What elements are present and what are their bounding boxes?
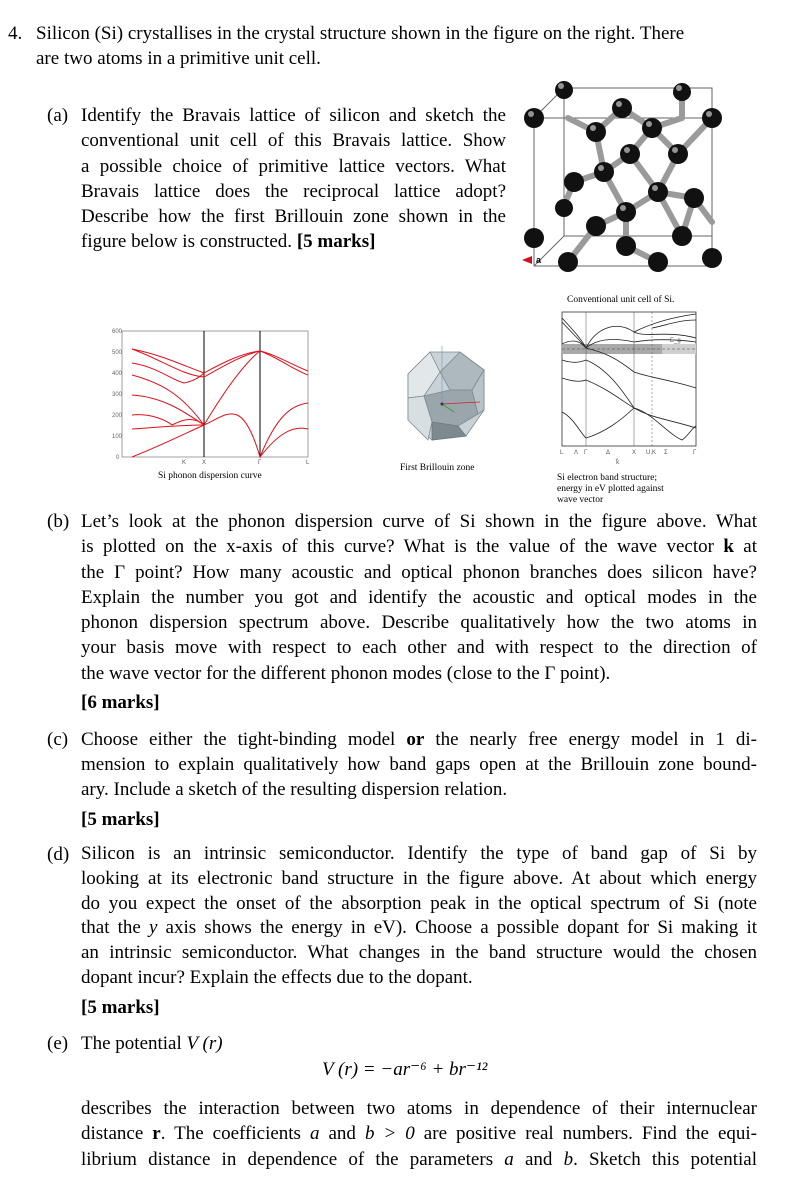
part-e-var-b: b bbox=[563, 1148, 574, 1170]
part-b-text-run: is plotted on the x-axis of this curve? What is the value of the wave vector bbox=[81, 536, 724, 558]
part-e-bold-r: r bbox=[152, 1123, 161, 1145]
question-number: 4. bbox=[8, 23, 23, 44]
k-axis-label: k⃗ bbox=[616, 460, 620, 466]
band-structure-caption bbox=[557, 473, 664, 506]
atom bbox=[594, 162, 614, 182]
y-tick-label: 600 bbox=[112, 329, 123, 335]
part-b-label: (b) bbox=[47, 511, 70, 532]
part-c-line bbox=[81, 727, 757, 752]
x-label: K bbox=[182, 460, 187, 466]
crystal-atoms bbox=[524, 81, 722, 272]
part-a-marks: [5 marks] bbox=[296, 231, 376, 253]
y-tick-label: 100 bbox=[112, 434, 123, 440]
phonon-branches bbox=[132, 349, 308, 457]
question-intro-line-1: Silicon (Si) crystallises in the crystal structure shown in the figure on the right. There bbox=[36, 23, 685, 44]
caption-line: Si electron band structure; bbox=[557, 473, 657, 483]
x-label: X bbox=[202, 460, 207, 466]
x-label: Δ bbox=[606, 450, 611, 456]
atom bbox=[672, 226, 692, 246]
part-b-line: Let’s look at the phonon dispersion curve of Si shown in the figure above. What bbox=[81, 511, 757, 532]
atom bbox=[586, 216, 606, 236]
part-e-line bbox=[81, 1121, 757, 1146]
part-c-label: (c) bbox=[47, 729, 69, 750]
x-labels bbox=[182, 460, 310, 466]
axis-label: a bbox=[536, 255, 542, 265]
part-b-line: Explain the number you got and identify the acoustic and optical modes in the bbox=[81, 586, 757, 608]
y-tick-label: 500 bbox=[112, 350, 123, 356]
part-e-var-b: b > 0 bbox=[364, 1123, 415, 1145]
caption-line: energy in eV plotted against bbox=[557, 484, 664, 494]
atom bbox=[558, 252, 578, 272]
atom bbox=[616, 236, 636, 256]
atom bbox=[673, 83, 691, 101]
part-b-text bbox=[81, 509, 757, 715]
axis-arrow-icon bbox=[522, 256, 532, 264]
x-label: Λ bbox=[574, 450, 579, 456]
part-e-text-run: and bbox=[513, 1148, 564, 1170]
atom bbox=[586, 122, 606, 142]
crystal-structure-figure bbox=[518, 72, 718, 272]
plot-frame bbox=[562, 312, 696, 446]
caption-line: wave vector bbox=[557, 495, 604, 505]
brillouin-zone-figure bbox=[388, 340, 498, 450]
part-b-line: your basis move with respect to each other and with respect to the direction of bbox=[81, 637, 757, 659]
part-a-label: (a) bbox=[47, 105, 69, 126]
atom bbox=[642, 118, 662, 138]
part-d-line bbox=[81, 916, 757, 941]
y-tick-label: 300 bbox=[112, 392, 123, 398]
part-a-line: Identify the Bravais lattice of silicon and sketch the bbox=[81, 105, 506, 126]
atom bbox=[702, 108, 722, 128]
part-e-text-run: The potential bbox=[81, 1033, 187, 1054]
part-d-line: Silicon is an intrinsic semiconductor. Identify the type of band gap of Si by bbox=[81, 843, 757, 864]
part-e-text-run: . Sketch this potential bbox=[573, 1148, 757, 1170]
atom bbox=[648, 252, 668, 272]
atom bbox=[524, 228, 544, 248]
y-ticks bbox=[112, 329, 123, 461]
part-c-text bbox=[81, 727, 757, 832]
part-b-line: phonon dispersion spectrum above. Describe qualitatively how the two atoms in bbox=[81, 612, 757, 634]
part-e-label: (e) bbox=[47, 1033, 69, 1054]
part-b-line: the Γ point? How many acoustic and optical phonon branches does silicon have? bbox=[81, 561, 757, 583]
atom bbox=[555, 81, 573, 99]
atom bbox=[524, 108, 544, 128]
part-c-bold-or: or bbox=[406, 729, 425, 750]
potential-equation: V (r) = −ar⁻⁶ + br⁻¹² bbox=[322, 1059, 488, 1080]
part-b-marks: [6 marks] bbox=[81, 692, 160, 714]
part-d-text-run: that the bbox=[81, 917, 149, 939]
part-c-text-run: the nearly free energy model in 1 di- bbox=[424, 729, 757, 750]
part-e-text-run: librium distance in dependence of the parameters bbox=[81, 1148, 505, 1170]
part-d-line: do you expect the onset of the absorption peak in the optical spectrum of Si (note bbox=[81, 892, 757, 914]
y-tick-label: 400 bbox=[112, 371, 123, 377]
x-label: Γ bbox=[584, 450, 588, 456]
part-e-var-a: a bbox=[309, 1123, 320, 1145]
part-e-var-a: a bbox=[504, 1148, 514, 1170]
part-e-line: describes the interaction between two atoms in dependence of their internuclear bbox=[81, 1098, 757, 1119]
part-d-text bbox=[81, 842, 757, 1021]
part-a-line: a possible choice of primitive lattice vectors. What bbox=[81, 155, 506, 177]
plot-frame bbox=[122, 331, 308, 457]
part-a-line: Bravais lattice does the reciprocal lattice adopt? bbox=[81, 180, 506, 202]
y-tick-label: 0 bbox=[116, 455, 120, 461]
atom bbox=[555, 199, 573, 217]
atom bbox=[620, 144, 640, 164]
part-d-var-y: y bbox=[148, 917, 158, 939]
part-a-last-line bbox=[81, 229, 506, 254]
x-label: X bbox=[632, 450, 637, 456]
atom bbox=[684, 188, 704, 208]
part-e-text-run: distance bbox=[81, 1123, 153, 1145]
part-a-last-line-text: figure below is constructed. bbox=[81, 231, 293, 253]
phonon-dispersion-figure bbox=[112, 325, 312, 465]
atom bbox=[702, 248, 722, 268]
part-c-line: ary. Include a sketch of the resulting dispersion relation. bbox=[81, 779, 508, 800]
x-label: U,K bbox=[646, 450, 657, 456]
part-d-line: an intrinsic semiconductor. What changes in the band structure would the chosen bbox=[81, 942, 757, 964]
part-b-line: the wave vector for the different phonon modes (close to the Γ point). bbox=[81, 662, 611, 684]
brillouin-zone-caption: First Brillouin zone bbox=[400, 463, 475, 473]
part-d-line: looking at its electronic band structure in the figure above. At about which energy bbox=[81, 867, 757, 889]
part-b-bold-k: k bbox=[723, 536, 734, 558]
atom bbox=[612, 98, 632, 118]
band-structure-figure bbox=[556, 308, 706, 468]
part-d-label: (d) bbox=[47, 844, 70, 865]
part-e-line bbox=[81, 1147, 757, 1172]
part-e-text-run: and bbox=[319, 1123, 365, 1145]
part-e-text bbox=[81, 1096, 757, 1172]
atom bbox=[616, 202, 636, 222]
part-a-line: conventional unit cell of this Bravais lattice. Show bbox=[81, 130, 506, 152]
part-c-text-run: Choose either the tight-binding model bbox=[81, 729, 407, 750]
x-label: Σ bbox=[664, 450, 668, 456]
atom bbox=[564, 172, 584, 192]
question-intro-line-2: are two atoms in a primitive unit cell. bbox=[36, 48, 321, 69]
part-d-line: dopant incur? Explain the effects due to the dopant. bbox=[81, 966, 473, 988]
part-c-marks: [5 marks] bbox=[81, 809, 160, 830]
part-d-marks: [5 marks] bbox=[81, 996, 160, 1018]
symmetry-lines bbox=[204, 331, 260, 457]
x-label: L bbox=[560, 450, 564, 456]
y-tick-label: 200 bbox=[112, 413, 123, 419]
x-label: L bbox=[306, 460, 310, 466]
part-e-var-V: V (r) bbox=[186, 1033, 223, 1054]
atom bbox=[668, 144, 688, 164]
band-structure-title: Conventional unit cell of Si. bbox=[567, 295, 675, 305]
part-e-text-run: are positive real numbers. Find the equi- bbox=[414, 1123, 757, 1145]
part-a-text bbox=[81, 103, 506, 255]
part-d-text-run: axis shows the energy in eV). Choose a possible dopant for Si making it bbox=[157, 917, 757, 939]
part-e-text-run: . The coefficients bbox=[160, 1123, 310, 1145]
atom bbox=[648, 182, 668, 202]
part-a-line: Describe how the first Brillouin zone shown in the bbox=[81, 206, 506, 228]
x-label: Γ bbox=[258, 460, 262, 466]
x-label: Γ bbox=[693, 450, 697, 456]
part-b-line bbox=[81, 534, 757, 559]
part-b-text-run: at bbox=[733, 536, 757, 558]
phonon-caption: Si phonon dispersion curve bbox=[158, 471, 262, 481]
part-e-intro bbox=[81, 1031, 223, 1056]
part-c-line: mension to explain qualitatively how band gaps open at the Brillouin zone bound- bbox=[81, 754, 757, 775]
gap-label: E_g bbox=[670, 338, 681, 344]
